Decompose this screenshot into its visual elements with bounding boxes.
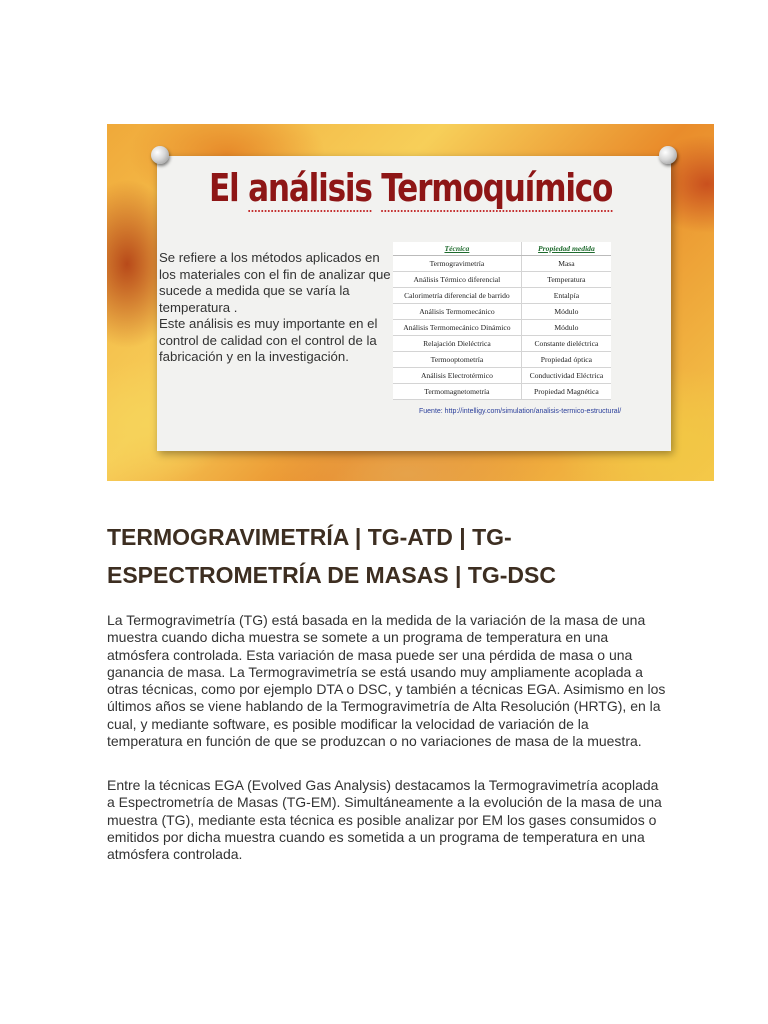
pinned-card (157, 156, 671, 451)
table-row (393, 336, 611, 352)
intro-line-2: Este análisis es muy importante en el control de calidad con el control de la fabricación y en la investigación. (159, 316, 378, 364)
table-row (393, 288, 611, 304)
table-row (393, 320, 611, 336)
table-cell: Entalpía (521, 288, 611, 304)
table-header-propiedad: Propiedad medida (521, 242, 611, 256)
table-cell: Masa (521, 256, 611, 272)
card-intro (159, 250, 391, 366)
banner-image (107, 124, 714, 481)
table-header-row (393, 242, 611, 256)
table-cell: Temperatura (521, 272, 611, 288)
table-header-tecnica: Técnica (393, 242, 521, 256)
article-heading: TERMOGRAVIMETRÍA | TG-ATD | TG-ESPECTROMETRÍA DE MASAS | TG-DSC (107, 524, 556, 588)
table-row (393, 256, 611, 272)
table-cell: Constante dieléctrica (521, 336, 611, 352)
table-cell: Termooptometría (393, 352, 521, 368)
table-row (393, 272, 611, 288)
table-row (393, 352, 611, 368)
table-row (393, 368, 611, 384)
intro-line-1: Se refiere a los métodos aplicados en los materiales con el fin de analizar que sucede a medida que se varía la temperatura . (159, 250, 391, 315)
source-caption: Fuente: http://intelligy.com/simulation/analisis-termico-estructural/ (419, 408, 622, 415)
techniques-table (393, 242, 611, 400)
title-word-el: El (209, 166, 239, 210)
article-paragraph-2: Entre la técnicas EGA (Evolved Gas Analysis) destacamos la Termogravimetría acoplada a Espectrometría de Masas (TG-EM). Simultáneamente a la evolución de la masa de una muestra (TG), mediante esta técnica es posible analizar por EM los gases consumidos o emitidos por dicha muestra cuando es sometida a un programa de temperatura en una atmósfera controlada. (107, 777, 662, 863)
table-cell: Relajación Dieléctrica (393, 336, 521, 352)
title-word-termoquimico: Termoquímico (381, 166, 613, 210)
table-cell: Análisis Electrotérmico (393, 368, 521, 384)
title-word-analisis: análisis (248, 166, 372, 210)
table-cell: Módulo (521, 304, 611, 320)
table-cell: Propiedad Magnética (521, 384, 611, 400)
table-cell: Módulo (521, 320, 611, 336)
article-paragraph-1: La Termogravimetría (TG) está basada en la medida de la variación de la masa de una muestra cuando dicha muestra se somete a un programa de temperatura en una atmósfera controlada. Esta variación de masa puede ser una pérdida de masa o una ganancia de masa. La Termogravimetría se está usando muy ampliamente acoplada a otras técnicas, como por ejemplo DTA o DSC, y también a técnicas EGA. Asimismo en los últimos años se viene hablando de la Termogravimetría de Alta Resolución (HRTG), en la cual, y mediante software, es posible modificar la velocidad de variación de la temperatura en función de que se produzcan o no variaciones de masa de la muestra. (107, 612, 666, 750)
table-cell: Calorimetría diferencial de barrido (393, 288, 521, 304)
pushpin-icon (151, 146, 169, 164)
pushpin-icon (659, 146, 677, 164)
table-cell: Termogravimetría (393, 256, 521, 272)
table-row (393, 304, 611, 320)
card-title (209, 166, 613, 210)
table-cell: Propiedad óptica (521, 352, 611, 368)
table-row (393, 384, 611, 400)
table-cell: Análisis Termomecánico (393, 304, 521, 320)
table-cell: Análisis Térmico diferencial (393, 272, 521, 288)
table-cell: Análisis Termomecánico Dinámico (393, 320, 521, 336)
table-cell: Conductividad Eléctrica (521, 368, 611, 384)
table-cell: Termomagnetometría (393, 384, 521, 400)
